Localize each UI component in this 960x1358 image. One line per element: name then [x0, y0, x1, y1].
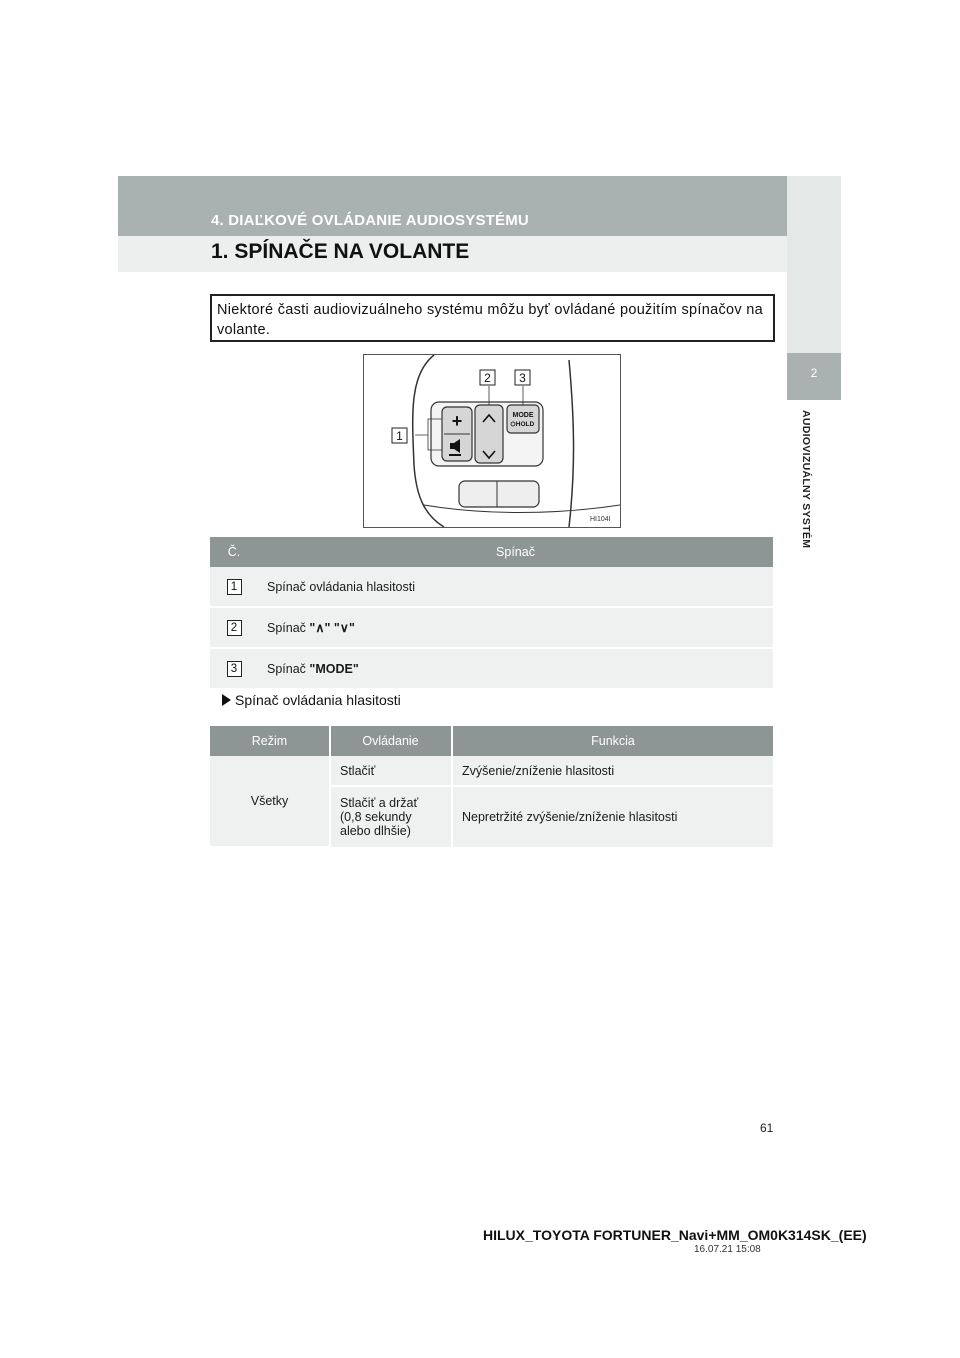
row-number-box: 3	[227, 661, 242, 677]
subheading-text: Spínač ovládania hlasitosti	[235, 692, 401, 708]
callout-3: 3	[519, 371, 526, 385]
figure-code: HI104I	[590, 516, 611, 523]
section-label: 4. DIAĽKOVÉ OVLÁDANIE AUDIOSYSTÉMU	[211, 212, 529, 229]
switch-description: Spínač	[267, 621, 310, 635]
table-header-row	[210, 537, 773, 567]
callout-2: 2	[484, 371, 491, 385]
mode-cell: Všetky	[210, 756, 330, 847]
chapter-label: AUDIOVIZUÁLNY SYSTÉM	[800, 410, 812, 549]
wheel-spoke-curve	[569, 360, 574, 527]
column-header: Funkcia	[452, 726, 773, 756]
hold-label: HOLD	[515, 421, 535, 428]
intro-box: Niektoré časti audiovizuálneho systému môžu byť ovládané použitím spínačov na volante.	[210, 294, 775, 342]
chapter-number: 2	[810, 366, 818, 380]
subheading	[222, 692, 401, 708]
column-header: Ovládanie	[330, 726, 452, 756]
function-cell: Nepretržité zvýšenie/zníženie hlasitosti	[452, 786, 773, 847]
lower-switch	[459, 481, 539, 507]
column-header: Režim	[210, 726, 330, 756]
function-cell: Zvýšenie/zníženie hlasitosti	[452, 756, 773, 786]
table-row	[210, 567, 773, 607]
table-row	[210, 648, 773, 689]
switch-description: Spínač	[267, 661, 310, 676]
switch-table	[210, 537, 773, 690]
footer-doc-id: HILUX_TOYOTA FORTUNER_Navi+MM_OM0K314SK_(EE)	[483, 1227, 867, 1243]
up-down-switch	[475, 405, 503, 463]
column-header: Spínač	[258, 537, 773, 567]
mode-label: MODE	[512, 412, 534, 419]
switch-name: "MODE"	[309, 661, 359, 676]
column-header: Č.	[210, 537, 258, 567]
page-number: 61	[760, 1121, 774, 1135]
volume-table	[210, 726, 773, 848]
side-tab-background	[787, 176, 841, 353]
switch-description: Spínač ovládania hlasitosti	[267, 579, 416, 594]
control-cell: Stlačiť a držať (0,8 sekundy alebo dlhšie)	[330, 786, 452, 847]
table-header-row	[210, 726, 773, 756]
steering-switch-illustration	[363, 354, 621, 528]
page-title: 1. SPÍNAČE NA VOLANTE	[211, 240, 470, 263]
row-number-box: 2	[227, 620, 242, 636]
triangle-bullet-icon	[222, 694, 231, 706]
table-row	[210, 756, 773, 786]
callout-1: 1	[396, 429, 403, 443]
row-number-box: 1	[227, 579, 242, 595]
steering-wheel-drawing	[364, 355, 620, 527]
switch-name: "∧" "∨"	[309, 621, 355, 635]
footer-date: 16.07.21 15:08	[694, 1244, 761, 1255]
plus-icon: +	[451, 411, 463, 431]
mode-switch	[507, 405, 539, 433]
control-cell: Stlačiť	[330, 756, 452, 786]
table-row	[210, 607, 773, 648]
